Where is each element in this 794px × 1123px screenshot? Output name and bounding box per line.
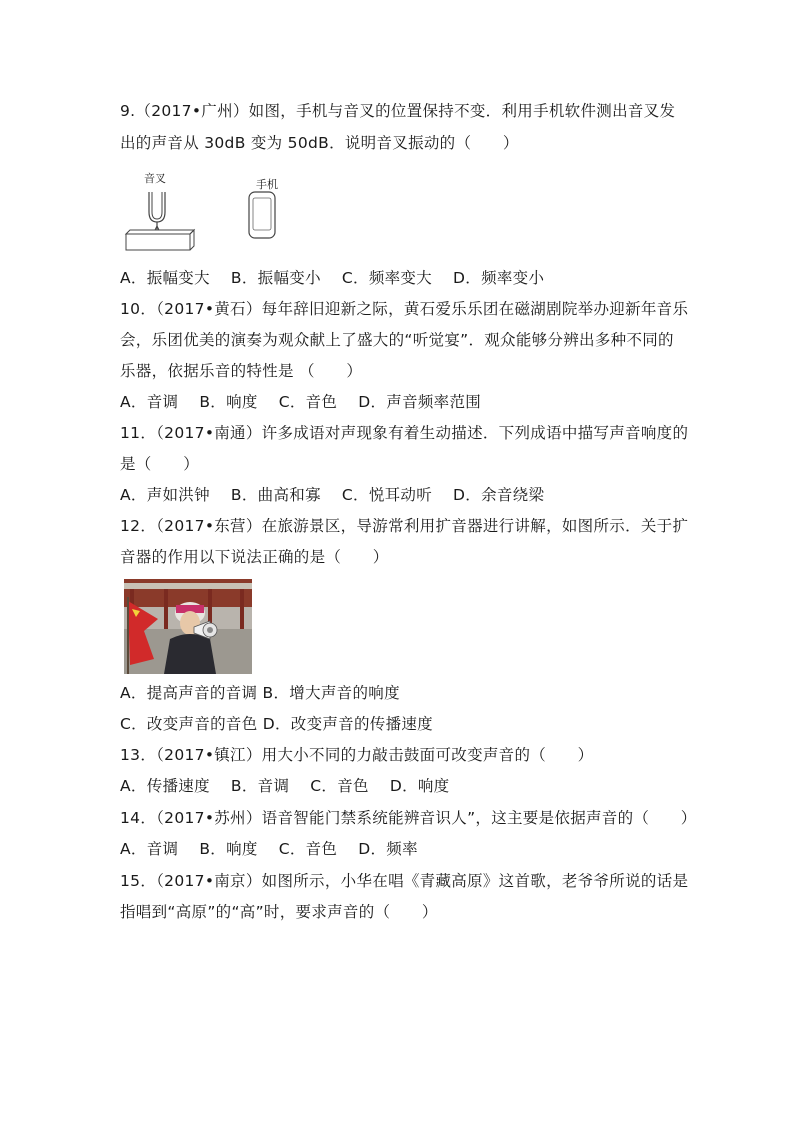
q12-line-1: 12．（2017•东营）在旅游景区，导游常利用扩音器进行讲解，如图所示．关于扩 xyxy=(120,517,689,535)
q15-line-1: 15．（2017•南京）如图所示，小华在唱《青藏高原》这首歌，老爷爷所说的话是 xyxy=(120,872,689,890)
q11-options: A．声如洪钟 B．曲高和寡 C．悦耳动听 D．余音绕梁 xyxy=(120,486,545,504)
q10-options: A．音调 B．响度 C．音色 D．声音频率范围 xyxy=(120,393,482,411)
q12-options-line-2: C．改变声音的音色 D．改变声音的传播速度 xyxy=(120,715,433,733)
q14-options: A．音调 B．响度 C．音色 D．频率 xyxy=(120,840,418,858)
q10-line-3: 乐器，依据乐音的特性是 （ ） xyxy=(120,362,363,380)
q9-options: A．振幅变大 B．振幅变小 C．频率变大 D．频率变小 xyxy=(120,269,545,287)
q9-line-1: 9.（2017•广州）如图，手机与音叉的位置保持不变．利用手机软件测出音叉发 xyxy=(120,102,676,120)
q10-line-2: 会，乐团优美的演奏为观众献上了盛大的“听觉宴”．观众能够分辨出多种不同的 xyxy=(120,331,674,349)
q13-line-1: 13．（2017•镇江）用大小不同的力敲击鼓面可改变声音的（ ） xyxy=(120,746,594,764)
tuning-fork-phone-figure xyxy=(122,168,322,258)
q15-line-2: 指唱到“高原”的“高”时，要求声音的（ ） xyxy=(120,903,438,921)
tour-guide-megaphone-drawing xyxy=(124,579,252,674)
q13-options: A．传播速度 B．音调 C．音色 D．响度 xyxy=(120,777,450,795)
q10-line-1: 10．（2017•黄石）每年辞旧迎新之际，黄石爱乐乐团在磁湖剧院举办迎新年音乐 xyxy=(120,300,689,318)
tuning-fork-phone-drawing xyxy=(122,168,322,258)
q14-line-1: 14．（2017•苏州）语音智能门禁系统能辨音识人”，这主要是依据声音的（ ） xyxy=(120,809,697,827)
q11-line-2: 是（ ） xyxy=(120,455,200,473)
tuning-fork-label: 音叉 xyxy=(144,172,166,185)
tour-guide-megaphone-photo xyxy=(124,579,252,674)
q12-line-2: 音器的作用以下说法正确的是（ ） xyxy=(120,548,389,566)
q9-line-2: 出的声音从 30dB 变为 50dB．说明音叉振动的（ ） xyxy=(120,134,519,152)
q11-line-1: 11．（2017•南通）许多成语对声现象有着生动描述．下列成语中描写声音响度的 xyxy=(120,424,689,442)
q12-options-line-1: A．提高声音的音调 B．增大声音的响度 xyxy=(120,684,400,702)
phone-label: 手机 xyxy=(256,178,278,191)
